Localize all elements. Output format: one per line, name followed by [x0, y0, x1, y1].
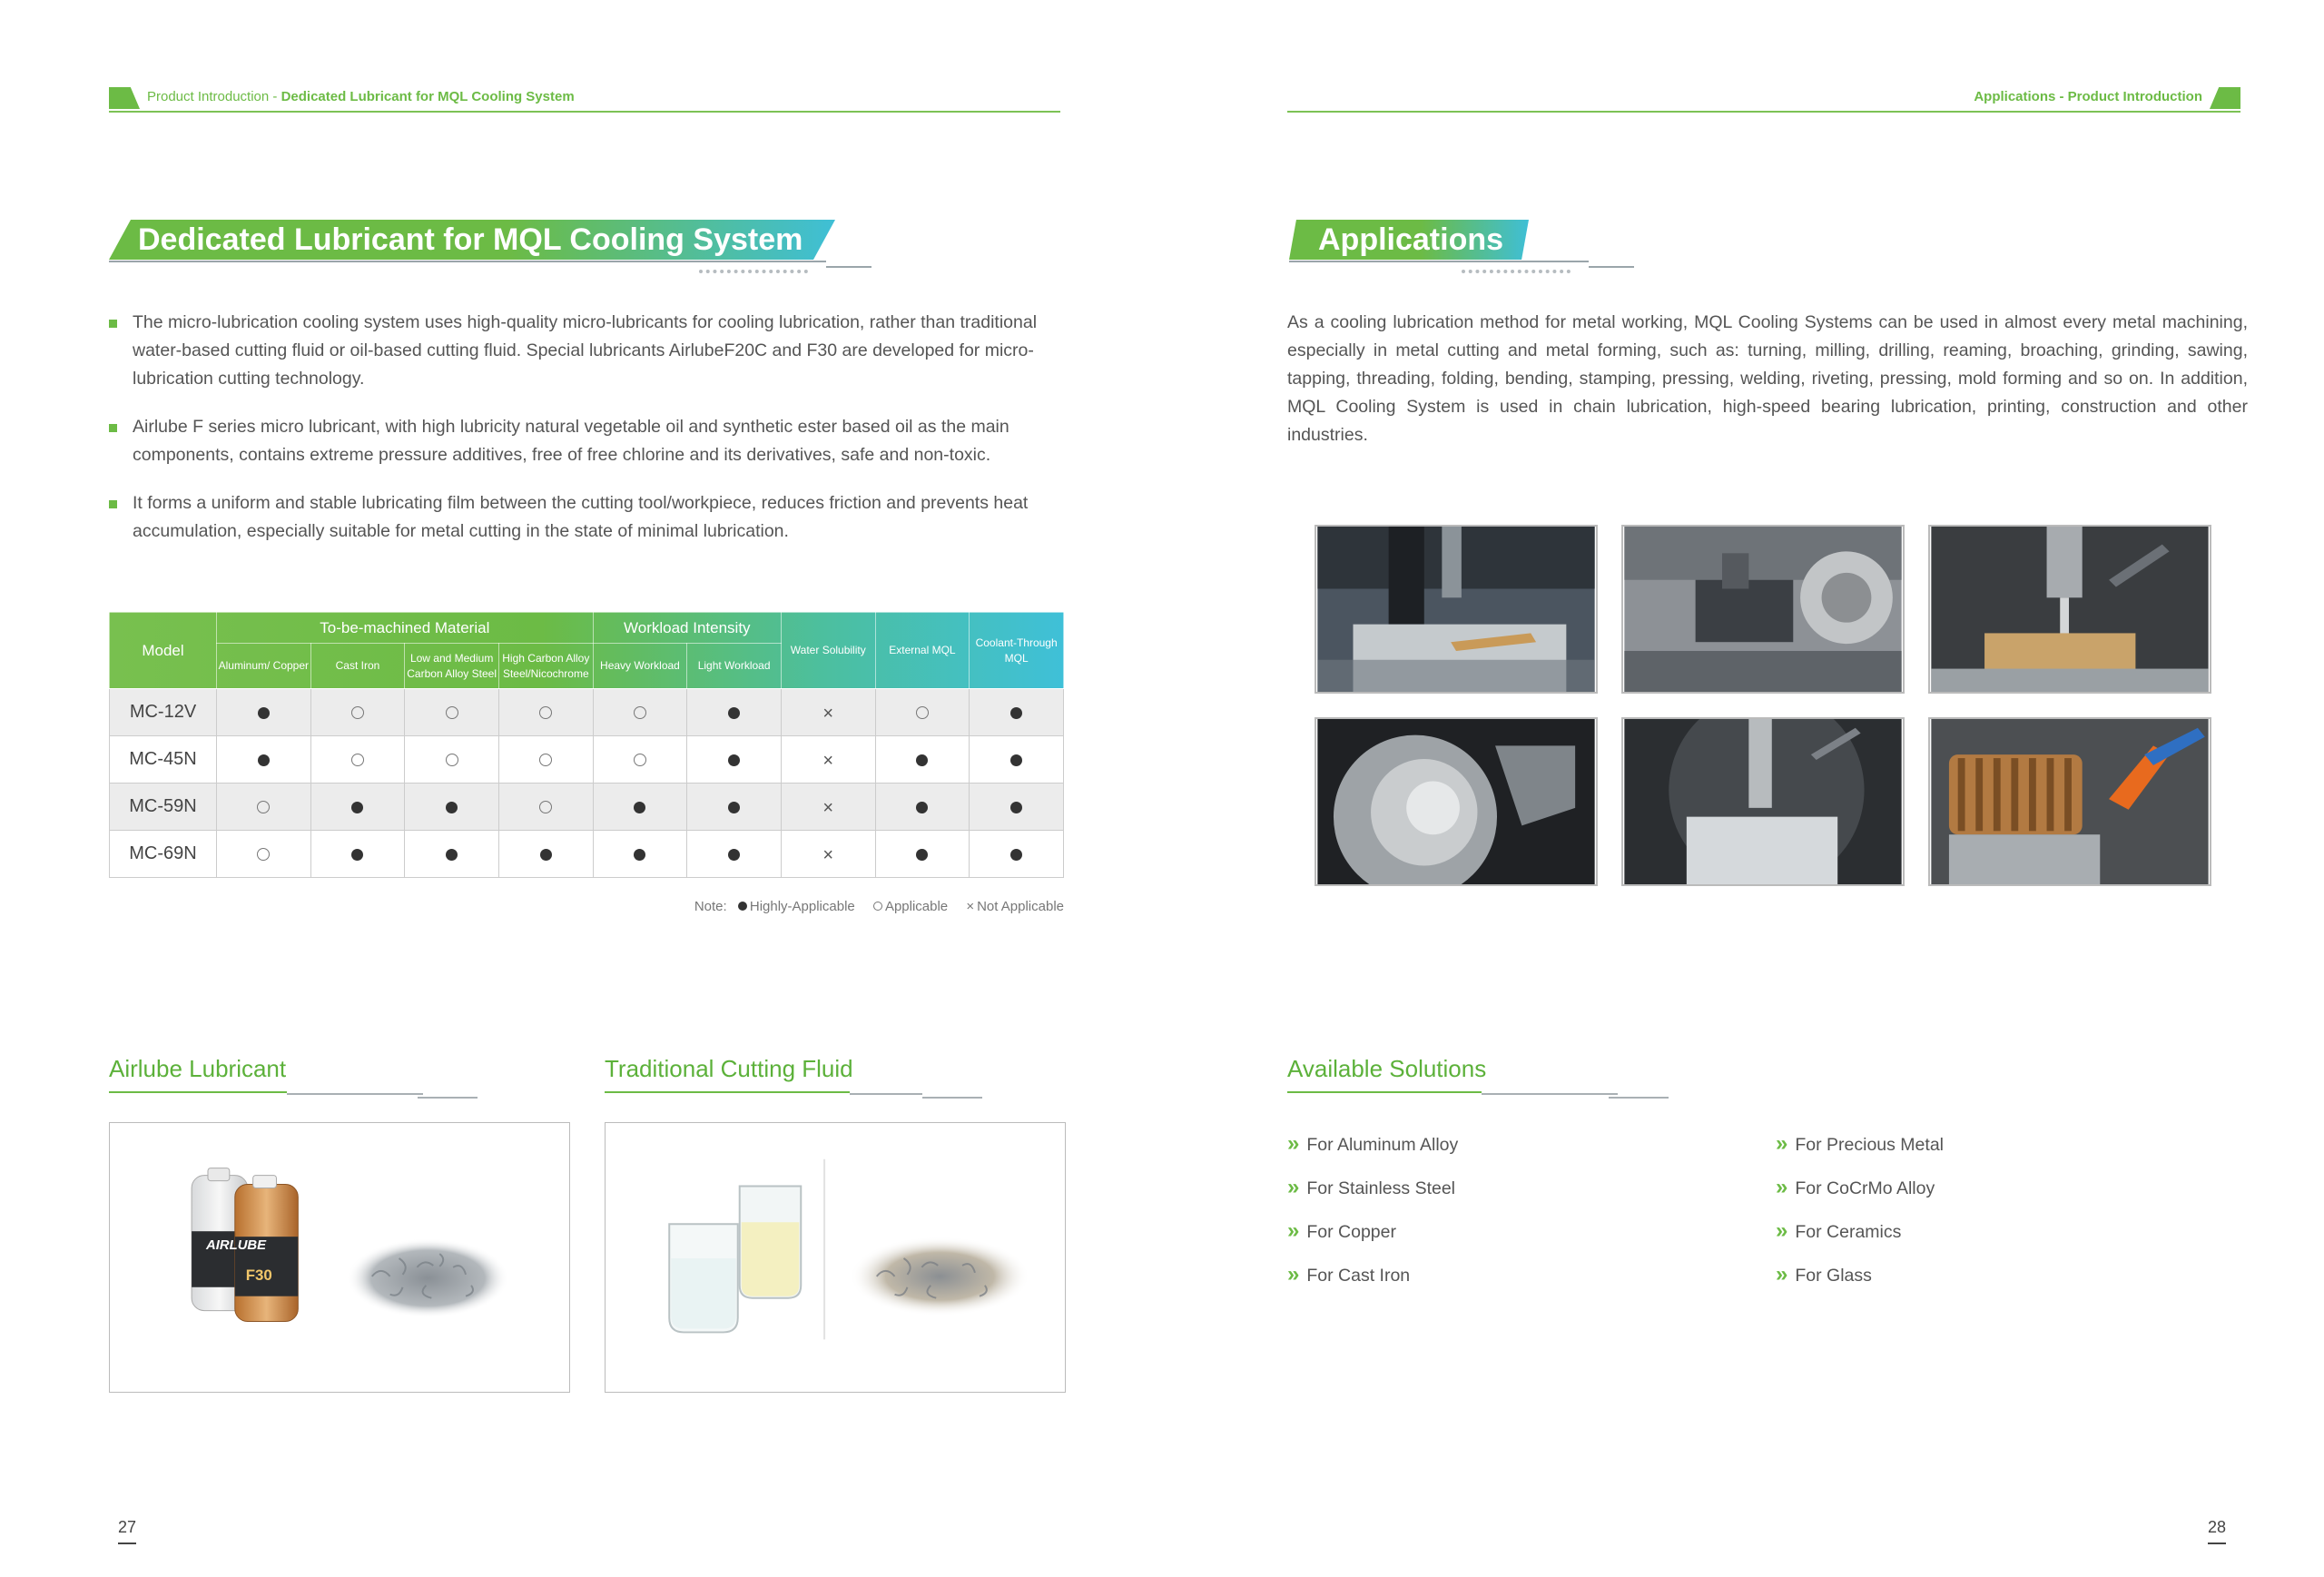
rating-cell	[875, 784, 970, 831]
filled-dot-icon	[634, 849, 645, 861]
filled-dot-icon	[728, 754, 740, 766]
table-body	[110, 689, 1064, 878]
filled-dot-icon	[351, 849, 363, 861]
note-not-applicable: Not Applicable	[977, 899, 1064, 914]
section-banner-applications	[1289, 220, 1529, 260]
rating-cell	[970, 784, 1064, 831]
rating-cell	[405, 784, 499, 831]
th-workload-group: Workload Intensity	[593, 613, 781, 644]
rating-cell	[687, 831, 782, 878]
chevron-right-icon: »	[1287, 1218, 1300, 1243]
bottle-label: F30	[245, 1266, 272, 1284]
filled-dot-icon	[728, 707, 740, 719]
th-model: Model	[110, 613, 217, 689]
photo-lathe	[1621, 525, 1905, 694]
filled-dot-icon	[258, 707, 270, 719]
photo-milling	[1315, 525, 1598, 694]
empty-circle-icon	[634, 706, 646, 719]
header-right-title: Applications - Product Introduction	[1974, 89, 2202, 104]
solution-item: » For Glass	[1776, 1262, 1872, 1286]
th-material-group: To-be-machined Material	[217, 613, 594, 644]
filled-dot-icon	[446, 849, 458, 861]
rating-cell	[781, 831, 875, 878]
chevron-right-icon: »	[1287, 1262, 1300, 1286]
empty-circle-icon	[873, 902, 882, 911]
rating-cell	[687, 784, 782, 831]
header-tab-shape	[109, 87, 140, 109]
th-high-carbon: High Carbon Alloy Steel/Nicochrome	[498, 644, 593, 689]
section-title: Applications	[1318, 222, 1504, 257]
model-name-cell: MC-12V	[110, 689, 217, 736]
cross-icon: ×	[822, 797, 834, 818]
table-row	[110, 831, 1064, 878]
rating-cell	[593, 689, 687, 736]
rating-cell	[781, 689, 875, 736]
empty-circle-icon	[351, 754, 364, 766]
empty-circle-icon	[539, 706, 552, 719]
filled-dot-icon	[258, 754, 270, 766]
chevron-right-icon: »	[1776, 1262, 1788, 1286]
subhead-available-solutions	[1287, 1055, 1486, 1083]
th-external-mql: External MQL	[875, 613, 970, 689]
rating-cell	[217, 736, 311, 784]
rating-cell	[498, 689, 593, 736]
th-light-workload: Light Workload	[687, 644, 782, 689]
rating-cell	[498, 736, 593, 784]
rating-cell	[687, 736, 782, 784]
cross-icon: ×	[822, 750, 834, 771]
filled-dot-icon	[728, 802, 740, 813]
header-rule	[109, 111, 1060, 113]
th-water-solubility: Water Solubility	[781, 613, 875, 689]
photo-cnc-mill	[1621, 717, 1905, 886]
solution-item: » For Ceramics	[1776, 1218, 1902, 1243]
filled-dot-icon	[540, 849, 552, 861]
note-label: Note:	[694, 899, 727, 914]
th-cast-iron: Cast Iron	[310, 644, 405, 689]
filled-dot-icon	[728, 849, 740, 861]
rating-cell	[498, 831, 593, 878]
filled-dot-icon	[1010, 849, 1022, 861]
subhead-title: Airlube Lubricant	[109, 1055, 287, 1082]
solution-item: » For CoCrMo Alloy	[1776, 1175, 1935, 1199]
cross-icon: ×	[822, 703, 834, 724]
beakers-illustration	[606, 1123, 1065, 1392]
empty-circle-icon	[446, 754, 458, 766]
th-low-medium-carbon: Low and Medium Carbon Alloy Steel	[405, 644, 499, 689]
th-coolant-through-mql: Coolant-Through MQL	[970, 613, 1064, 689]
solution-item: » For Stainless Steel	[1287, 1175, 1456, 1199]
running-header-left	[109, 85, 1060, 113]
product-spec-table	[109, 612, 1064, 878]
bullet-item: Airlube F series micro lubricant, with high lubricity natural vegetable oil and synthetic ester based oil as the main components, contains extreme pressure additives, free of free chlorine and its derivatives, safe and non-toxic.	[109, 413, 1062, 469]
cross-icon: ×	[966, 899, 975, 914]
lubricant-bottles-illustration	[110, 1123, 569, 1392]
empty-circle-icon	[446, 706, 458, 719]
filled-dot-icon	[1010, 707, 1022, 719]
header-left-prefix: Product Introduction -	[147, 89, 281, 104]
subhead-traditional	[605, 1055, 853, 1083]
filled-dot-icon	[738, 902, 747, 911]
empty-circle-icon	[351, 706, 364, 719]
empty-circle-icon	[539, 754, 552, 766]
rating-cell	[781, 784, 875, 831]
table-row	[110, 784, 1064, 831]
rating-cell	[593, 736, 687, 784]
note-applicable: Applicable	[884, 899, 949, 914]
table-legend-note	[694, 899, 1064, 914]
empty-circle-icon	[539, 801, 552, 813]
applications-paragraph: As a cooling lubrication method for metal working, MQL Cooling Systems can be used in almost every metal machining, especially in metal cutting and metal forming, such as: turning, milling, drilling, reaming, broaching, grinding, sawing, tapping, threading, folding, bending, stamping, pressing, welding, riveting, pressing, mold forming and so on. In addition, MQL Cooling System is used in chain lubrication, high-speed bearing lubrication, printing, construction and other industries.	[1287, 312, 2248, 445]
filled-dot-icon	[634, 802, 645, 813]
model-name-cell: MC-59N	[110, 784, 217, 831]
rating-cell	[310, 831, 405, 878]
rating-cell	[875, 689, 970, 736]
header-left-title: Dedicated Lubricant for MQL Cooling System	[281, 89, 575, 104]
th-heavy-workload: Heavy Workload	[593, 644, 687, 689]
header-tab-shape	[2210, 87, 2240, 109]
filled-dot-icon	[446, 802, 458, 813]
banner-underline	[109, 261, 872, 271]
rating-cell	[970, 736, 1064, 784]
chevron-right-icon: »	[1287, 1175, 1300, 1199]
rating-cell	[875, 736, 970, 784]
feature-bullets	[109, 309, 1062, 566]
subhead-title: Available Solutions	[1287, 1055, 1487, 1082]
filled-dot-icon	[916, 802, 928, 813]
rating-cell	[875, 831, 970, 878]
rating-cell	[405, 736, 499, 784]
subhead-title: Traditional Cutting Fluid	[605, 1055, 853, 1082]
filled-dot-icon	[916, 849, 928, 861]
page-number-right: 28	[2208, 1518, 2226, 1544]
banner-underline	[1289, 261, 1634, 271]
rating-cell	[593, 831, 687, 878]
traditional-fluid-image	[605, 1122, 1066, 1393]
rating-cell	[217, 784, 311, 831]
header-rule	[1287, 111, 2240, 113]
subhead-airlube	[109, 1055, 286, 1083]
solution-item: » For Precious Metal	[1776, 1131, 1944, 1156]
rating-cell	[217, 689, 311, 736]
rating-cell	[405, 689, 499, 736]
model-name-cell: MC-69N	[110, 831, 217, 878]
rating-cell	[970, 689, 1064, 736]
th-aluminum-copper: Aluminum/ Copper	[217, 644, 311, 689]
running-header-right	[1287, 85, 2240, 113]
empty-circle-icon	[916, 706, 929, 719]
section-title: Dedicated Lubricant for MQL Cooling System	[138, 222, 803, 257]
rating-cell	[593, 784, 687, 831]
rating-cell	[217, 831, 311, 878]
rating-cell	[498, 784, 593, 831]
filled-dot-icon	[916, 754, 928, 766]
solution-item: » For Aluminum Alloy	[1287, 1131, 1459, 1156]
rating-cell	[310, 784, 405, 831]
rating-cell	[687, 689, 782, 736]
chevron-right-icon: »	[1287, 1131, 1300, 1156]
chevron-right-icon: »	[1776, 1175, 1788, 1199]
chevron-right-icon: »	[1776, 1218, 1788, 1243]
solution-item: » For Cast Iron	[1287, 1262, 1411, 1286]
empty-circle-icon	[634, 754, 646, 766]
chevron-right-icon: »	[1776, 1131, 1788, 1156]
note-highly: Highly-Applicable	[749, 899, 855, 914]
cross-icon: ×	[822, 844, 834, 865]
empty-circle-icon	[257, 848, 270, 861]
photo-gear-hobbing	[1928, 717, 2211, 886]
table-row	[110, 736, 1064, 784]
page-number-left: 27	[118, 1518, 136, 1544]
section-banner-lubricant	[109, 220, 835, 260]
bullet-item: It forms a uniform and stable lubricating film between the cutting tool/workpiece, reduces friction and prevents heat accumulation, especially suitable for metal cutting in the state of minimal lubrication.	[109, 489, 1062, 546]
filled-dot-icon	[1010, 802, 1022, 813]
rating-cell	[405, 831, 499, 878]
empty-circle-icon	[257, 801, 270, 813]
rating-cell	[781, 736, 875, 784]
rating-cell	[970, 831, 1064, 878]
model-name-cell: MC-45N	[110, 736, 217, 784]
photo-drilling	[1928, 525, 2211, 694]
rating-cell	[310, 736, 405, 784]
table-row	[110, 689, 1064, 736]
rating-cell	[310, 689, 405, 736]
filled-dot-icon	[351, 802, 363, 813]
airlube-product-image	[109, 1122, 570, 1393]
filled-dot-icon	[1010, 754, 1022, 766]
photo-turning	[1315, 717, 1598, 886]
solution-item: » For Copper	[1287, 1218, 1396, 1243]
bottle-label: AIRLUBE	[205, 1238, 267, 1254]
bullet-item: The micro-lubrication cooling system uses high-quality micro-lubricants for cooling lubrication, rather than traditional water-based cutting fluid or oil-based cutting fluid. Special lubricants AirlubeF20C and F30 are developed for micro-lubrication cutting technology.	[109, 309, 1062, 393]
